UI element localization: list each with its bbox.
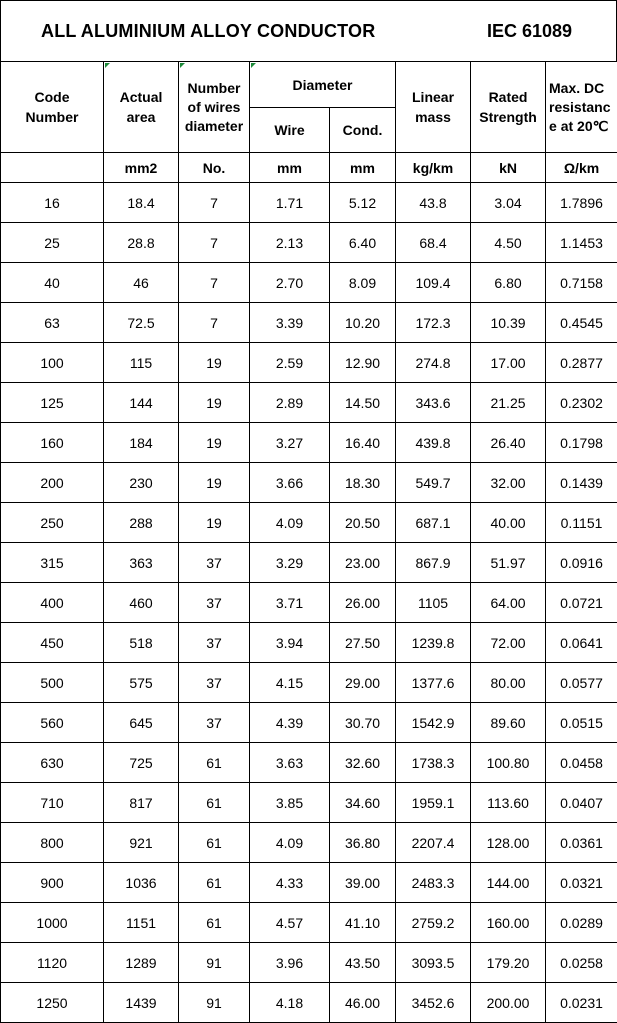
table-cell: 867.9 <box>396 543 471 583</box>
table-cell: 0.0321 <box>546 863 617 903</box>
table-cell: 6.40 <box>330 223 396 263</box>
table-cell: 1151 <box>104 903 179 943</box>
table-cell: 0.2877 <box>546 343 617 383</box>
table-row <box>1 703 617 743</box>
table-cell: 363 <box>104 543 179 583</box>
table-cell: 160.00 <box>471 903 546 943</box>
table-cell: 250 <box>1 503 104 543</box>
table-row <box>1 783 617 823</box>
table-cell: 500 <box>1 663 104 703</box>
table-cell: 37 <box>179 543 250 583</box>
table-cell: 2.13 <box>250 223 330 263</box>
table-cell: 4.15 <box>250 663 330 703</box>
header-rated-strength: Rated Strength <box>471 62 546 153</box>
table-cell: 4.33 <box>250 863 330 903</box>
table-cell: 1036 <box>104 863 179 903</box>
table-cell: 4.39 <box>250 703 330 743</box>
table-cell: 63 <box>1 303 104 343</box>
table-cell: 3.71 <box>250 583 330 623</box>
table-cell: 1738.3 <box>396 743 471 783</box>
table-cell: 3.94 <box>250 623 330 663</box>
table-cell: 0.0515 <box>546 703 617 743</box>
table-cell: 687.1 <box>396 503 471 543</box>
table-cell: 1.71 <box>250 183 330 223</box>
table-cell: 113.60 <box>471 783 546 823</box>
table-cell: 0.0458 <box>546 743 617 783</box>
table-cell: 817 <box>104 783 179 823</box>
table-cell: 23.00 <box>330 543 396 583</box>
table-cell: 630 <box>1 743 104 783</box>
table-cell: 1377.6 <box>396 663 471 703</box>
table-cell: 1.1453 <box>546 223 617 263</box>
table-cell: 0.0258 <box>546 943 617 983</box>
table-cell: 61 <box>179 783 250 823</box>
header-wire-diameter: Wire <box>250 108 330 153</box>
table-cell: 91 <box>179 983 250 1023</box>
table-cell: 100.80 <box>471 743 546 783</box>
table-cell: 3.27 <box>250 423 330 463</box>
table-cell: 184 <box>104 423 179 463</box>
table-cell: 3.39 <box>250 303 330 343</box>
units-row <box>1 153 617 183</box>
table-cell: 0.0577 <box>546 663 617 703</box>
table-cell: 1959.1 <box>396 783 471 823</box>
table-cell: 575 <box>104 663 179 703</box>
table-cell: 0.0361 <box>546 823 617 863</box>
table-cell: 1250 <box>1 983 104 1023</box>
table-cell: 19 <box>179 383 250 423</box>
table-cell: 128.00 <box>471 823 546 863</box>
table-cell: 43.8 <box>396 183 471 223</box>
table-cell: 710 <box>1 783 104 823</box>
unit-cell: mm2 <box>104 153 179 183</box>
table-cell: 4.09 <box>250 823 330 863</box>
table-cell: 46 <box>104 263 179 303</box>
unit-cell: kN <box>471 153 546 183</box>
unit-cell: No. <box>179 153 250 183</box>
table-cell: 7 <box>179 183 250 223</box>
table-cell: 2.70 <box>250 263 330 303</box>
table-row <box>1 983 617 1023</box>
table-row <box>1 383 617 423</box>
table-cell: 26.00 <box>330 583 396 623</box>
table-row <box>1 823 617 863</box>
table-cell: 32.60 <box>330 743 396 783</box>
table-cell: 274.8 <box>396 343 471 383</box>
table-body <box>1 183 617 1023</box>
table-cell: 144 <box>104 383 179 423</box>
table-cell: 172.3 <box>396 303 471 343</box>
table-cell: 7 <box>179 303 250 343</box>
table-row <box>1 263 617 303</box>
table-cell: 37 <box>179 703 250 743</box>
table-row <box>1 503 617 543</box>
table-cell: 37 <box>179 663 250 703</box>
table-cell: 2759.2 <box>396 903 471 943</box>
table-cell: 1289 <box>104 943 179 983</box>
table-cell: 3093.5 <box>396 943 471 983</box>
table-row <box>1 943 617 983</box>
table-cell: 37 <box>179 583 250 623</box>
table-cell: 125 <box>1 383 104 423</box>
table-row <box>1 303 617 343</box>
table-cell: 37 <box>179 623 250 663</box>
table-cell: 4.09 <box>250 503 330 543</box>
table-cell: 560 <box>1 703 104 743</box>
header-max-dc-resistance: Max. DC resistanc e at 20℃ <box>546 62 617 153</box>
table-cell: 100 <box>1 343 104 383</box>
unit-cell: mm <box>330 153 396 183</box>
table-cell: 19 <box>179 503 250 543</box>
table-cell: 0.1151 <box>546 503 617 543</box>
table-cell: 89.60 <box>471 703 546 743</box>
table-cell: 17.00 <box>471 343 546 383</box>
table-cell: 26.40 <box>471 423 546 463</box>
table-cell: 3.85 <box>250 783 330 823</box>
table-row <box>1 343 617 383</box>
table-cell: 12.90 <box>330 343 396 383</box>
table-cell: 3.04 <box>471 183 546 223</box>
table-cell: 34.60 <box>330 783 396 823</box>
table-cell: 518 <box>104 623 179 663</box>
header-code-number: Code Number <box>1 62 104 153</box>
unit-cell <box>1 153 104 183</box>
table-cell: 645 <box>104 703 179 743</box>
table-cell: 921 <box>104 823 179 863</box>
table-cell: 200 <box>1 463 104 503</box>
table-cell: 16 <box>1 183 104 223</box>
table-cell: 2.59 <box>250 343 330 383</box>
header-conductor-diameter: Cond. <box>330 108 396 153</box>
table-cell: 1439 <box>104 983 179 1023</box>
table-row <box>1 583 617 623</box>
table-row <box>1 663 617 703</box>
table-cell: 3452.6 <box>396 983 471 1023</box>
table-cell: 32.00 <box>471 463 546 503</box>
table-cell: 1239.8 <box>396 623 471 663</box>
table-cell: 2483.3 <box>396 863 471 903</box>
table-cell: 0.4545 <box>546 303 617 343</box>
table-cell: 61 <box>179 743 250 783</box>
table-cell: 1105 <box>396 583 471 623</box>
table-cell: 51.97 <box>471 543 546 583</box>
table-cell: 288 <box>104 503 179 543</box>
table-cell: 549.7 <box>396 463 471 503</box>
table-cell: 61 <box>179 823 250 863</box>
table-cell: 0.7158 <box>546 263 617 303</box>
table-cell: 2.89 <box>250 383 330 423</box>
table-cell: 109.4 <box>396 263 471 303</box>
table-cell: 27.50 <box>330 623 396 663</box>
unit-cell: Ω/km <box>546 153 617 183</box>
title-bar <box>0 0 617 62</box>
header-actual-area: Actual area <box>104 62 179 153</box>
table-row <box>1 423 617 463</box>
table-cell: 460 <box>104 583 179 623</box>
table-cell: 19 <box>179 423 250 463</box>
table-cell: 18.30 <box>330 463 396 503</box>
table-cell: 20.50 <box>330 503 396 543</box>
table-cell: 28.8 <box>104 223 179 263</box>
conductor-table <box>0 61 617 1023</box>
table-cell: 200.00 <box>471 983 546 1023</box>
table-cell: 6.80 <box>471 263 546 303</box>
table-cell: 4.50 <box>471 223 546 263</box>
table-cell: 3.96 <box>250 943 330 983</box>
header-linear-mass: Linear mass <box>396 62 471 153</box>
table-cell: 40.00 <box>471 503 546 543</box>
table-cell: 25 <box>1 223 104 263</box>
table-cell: 10.39 <box>471 303 546 343</box>
header-diameter: Diameter <box>250 62 396 108</box>
table-cell: 16.40 <box>330 423 396 463</box>
table-cell: 4.57 <box>250 903 330 943</box>
table-cell: 1.7896 <box>546 183 617 223</box>
table-cell: 900 <box>1 863 104 903</box>
table-cell: 3.29 <box>250 543 330 583</box>
table-cell: 30.70 <box>330 703 396 743</box>
table-cell: 7 <box>179 263 250 303</box>
table-cell: 230 <box>104 463 179 503</box>
table-cell: 144.00 <box>471 863 546 903</box>
table-cell: 80.00 <box>471 663 546 703</box>
table-cell: 19 <box>179 343 250 383</box>
standard-label: IEC 61089 <box>487 21 573 41</box>
table-row <box>1 543 617 583</box>
table-cell: 40 <box>1 263 104 303</box>
table-cell: 1542.9 <box>396 703 471 743</box>
table-cell: 439.8 <box>396 423 471 463</box>
table-cell: 0.0231 <box>546 983 617 1023</box>
table-cell: 800 <box>1 823 104 863</box>
table-cell: 61 <box>179 863 250 903</box>
table-cell: 0.0289 <box>546 903 617 943</box>
table-cell: 61 <box>179 903 250 943</box>
unit-cell: kg/km <box>396 153 471 183</box>
table-cell: 450 <box>1 623 104 663</box>
table-cell: 18.4 <box>104 183 179 223</box>
table-cell: 72.5 <box>104 303 179 343</box>
table-row <box>1 743 617 783</box>
table-row <box>1 903 617 943</box>
table-cell: 0.0641 <box>546 623 617 663</box>
table-cell: 0.0407 <box>546 783 617 823</box>
table-cell: 46.00 <box>330 983 396 1023</box>
table-row <box>1 183 617 223</box>
table-cell: 343.6 <box>396 383 471 423</box>
table-cell: 315 <box>1 543 104 583</box>
table-cell: 39.00 <box>330 863 396 903</box>
table-cell: 43.50 <box>330 943 396 983</box>
table-row <box>1 863 617 903</box>
table-cell: 72.00 <box>471 623 546 663</box>
table-cell: 1120 <box>1 943 104 983</box>
table-cell: 29.00 <box>330 663 396 703</box>
table-cell: 400 <box>1 583 104 623</box>
table-cell: 91 <box>179 943 250 983</box>
table-cell: 8.09 <box>330 263 396 303</box>
table-cell: 68.4 <box>396 223 471 263</box>
table-cell: 725 <box>104 743 179 783</box>
table-cell: 41.10 <box>330 903 396 943</box>
table-cell: 160 <box>1 423 104 463</box>
table-cell: 1000 <box>1 903 104 943</box>
table-cell: 3.66 <box>250 463 330 503</box>
unit-cell: mm <box>250 153 330 183</box>
table-cell: 0.2302 <box>546 383 617 423</box>
document-title: ALL ALUMINIUM ALLOY CONDUCTOR <box>41 21 376 41</box>
table-cell: 0.1439 <box>546 463 617 503</box>
table-cell: 2207.4 <box>396 823 471 863</box>
table-cell: 10.20 <box>330 303 396 343</box>
table-cell: 4.18 <box>250 983 330 1023</box>
table-row <box>1 463 617 503</box>
table-row <box>1 623 617 663</box>
table-cell: 36.80 <box>330 823 396 863</box>
table-cell: 0.1798 <box>546 423 617 463</box>
table-cell: 0.0721 <box>546 583 617 623</box>
table-cell: 7 <box>179 223 250 263</box>
table-cell: 64.00 <box>471 583 546 623</box>
table-cell: 179.20 <box>471 943 546 983</box>
table-cell: 0.0916 <box>546 543 617 583</box>
table-cell: 3.63 <box>250 743 330 783</box>
table-row <box>1 223 617 263</box>
header-number-of-wires: Number of wires diameter <box>179 62 250 153</box>
table-cell: 21.25 <box>471 383 546 423</box>
table-cell: 19 <box>179 463 250 503</box>
table-cell: 115 <box>104 343 179 383</box>
table-cell: 5.12 <box>330 183 396 223</box>
table-cell: 14.50 <box>330 383 396 423</box>
